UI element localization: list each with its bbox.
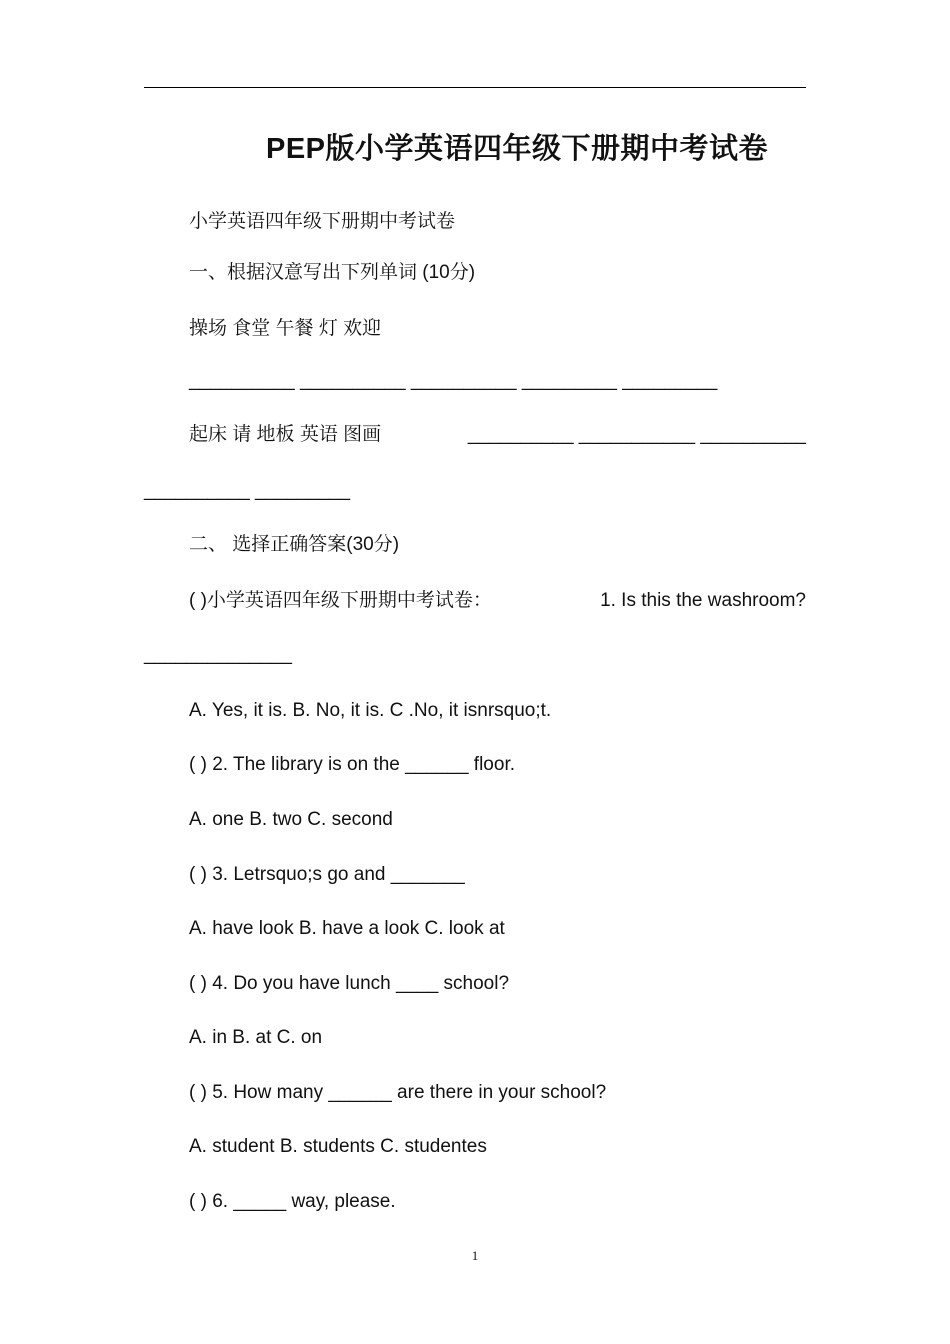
question-6: ( ) 6. _____ way, please. (189, 1191, 396, 1212)
blanks-row-3: __________ _________ (144, 480, 351, 501)
question-1-blank: ______________ (144, 644, 292, 665)
question-1-text: 1. Is this the washroom? (600, 590, 806, 611)
question-1-prefix: ( )小学英语四年级下册期中考试卷： (189, 590, 492, 611)
question-2: ( ) 2. The library is on the ______ floor. (189, 754, 515, 775)
section1-heading: 一、根据汉意写出下列单词 (10分) (189, 262, 476, 283)
question-3-options: A. have look B. have a look C. look at (189, 918, 505, 939)
section2-heading: 二、 选择正确答案(30分) (189, 534, 400, 555)
question-5: ( ) 5. How many ______ are there in your school? (189, 1082, 607, 1103)
words-row-1: 操场 食堂 午餐 灯 欢迎 (189, 318, 382, 339)
page-number: 1 (471, 1248, 479, 1263)
subtitle: 小学英语四年级下册期中考试卷 (189, 211, 456, 232)
question-1-options: A. Yes, it is. B. No, it is. C .No, it isnrsquo;t. (189, 700, 552, 721)
question-3: ( ) 3. Letrsquo;s go and _______ (189, 864, 465, 885)
question-4-options: A. in B. at C. on (189, 1027, 323, 1048)
question-2-options: A. one B. two C. second (189, 809, 393, 830)
words-row-2 (189, 422, 806, 448)
blanks-row-2: __________ ___________ __________ (467, 424, 806, 445)
header-rule (144, 87, 806, 88)
blanks-row-1: __________ __________ __________ _________ _________ (189, 370, 718, 391)
question-5-options: A. student B. students C. studentes (189, 1136, 487, 1157)
question-4: ( ) 4. Do you have lunch ____ school? (189, 973, 510, 994)
question-1 (189, 588, 806, 614)
document-title: PEP版小学英语四年级下册期中考试卷 (265, 133, 769, 165)
words-row-2-text: 起床 请 地板 英语 图画 (189, 424, 382, 445)
